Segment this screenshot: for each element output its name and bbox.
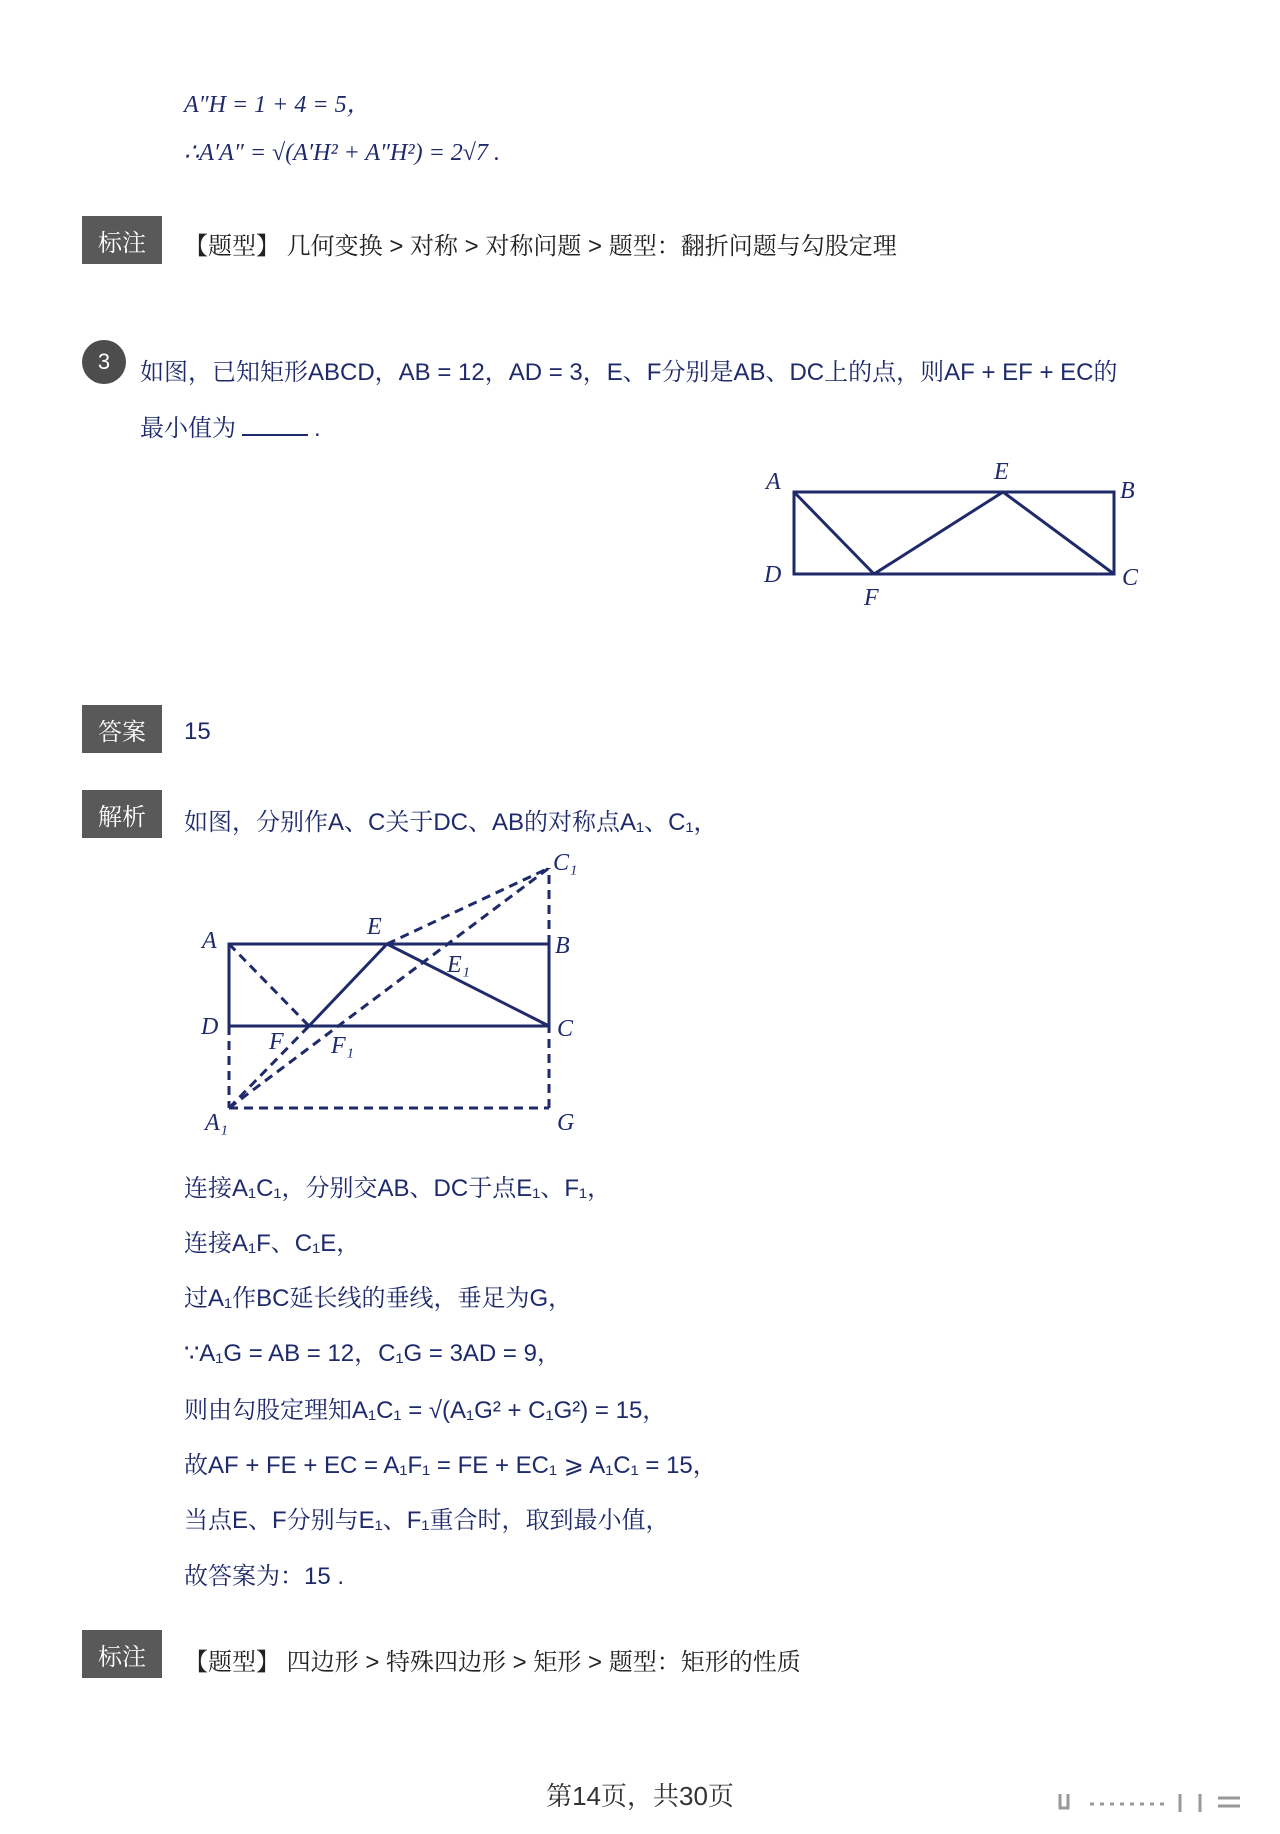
fig2-label-g: G (557, 1110, 575, 1136)
question-text-line-1: 如图，已知矩形ABCD，AB = 12，AD = 3，E、F分别是AB、DC上的点，则AF + EF + EC的 (140, 359, 1118, 386)
fig2-label-f1: F₁ (331, 1033, 355, 1059)
fig2-label-a: A (202, 928, 217, 954)
page-footer: 第14页，共30页 (546, 1781, 734, 1811)
question-text-line-2 (140, 408, 321, 443)
answer-value: 15 (184, 718, 211, 745)
fig2-label-c1: C₁ (553, 850, 578, 876)
fig2-label-f: F (269, 1029, 284, 1055)
question-text-prefix: 最小值为 (140, 415, 236, 442)
question-number-badge: 3 (82, 340, 126, 384)
fig2-label-e: E (367, 914, 382, 940)
tag-text-2: 【题型】 四边形 > 特殊四边形 > 矩形 > 题型：矩形的性质 (184, 1649, 801, 1676)
analysis-step-4: ∵A₁G = AB = 12，C₁G = 3AD = 9， (184, 1340, 561, 1367)
fig2-label-c: C (557, 1016, 574, 1042)
analysis-label: 解析 (82, 790, 162, 838)
question-text-suffix: . (314, 415, 321, 442)
fig1-label-e: E (994, 459, 1009, 485)
fig2-label-e1: E₁ (447, 952, 471, 978)
analysis-step-8: 故答案为：15 . (184, 1563, 345, 1590)
decorative-marks-icon (1050, 1792, 1250, 1816)
fig1-label-d: D (764, 562, 782, 588)
fig1-label-a: A (766, 469, 781, 495)
analysis-intro: 如图，分别作A、C关于DC、AB的对称点A₁、C₁， (184, 809, 718, 836)
analysis-step-3: 过A₁作BC延长线的垂线，垂足为G， (184, 1285, 573, 1312)
formula-line-1: A″H = 1 + 4 = 5， (184, 92, 371, 118)
analysis-step-7: 当点E、F分别与E₁、F₁重合时，取到最小值， (184, 1507, 670, 1534)
analysis-step-6: 故AF + FE + EC = A₁F₁ = FE + EC₁ ⩾ A₁C₁ = 15， (184, 1452, 717, 1479)
fig1-label-c: C (1122, 565, 1139, 591)
analysis-step-1: 连接A₁C₁，分别交AB、DC于点E₁、F₁， (184, 1175, 612, 1202)
fig2-label-d: D (201, 1014, 219, 1040)
fig2-label-a1: A₁ (205, 1110, 229, 1136)
formula-line-2: ∴A′A″ = √(A′H² + A″H²) = 2√7 . (184, 140, 500, 166)
tag-label-1: 标注 (82, 216, 162, 264)
analysis-step-2: 连接A₁F、C₁E， (184, 1230, 361, 1257)
figure-rectangle-abcd (750, 455, 1170, 625)
figure-reflection-construction (195, 840, 595, 1140)
answer-blank (242, 414, 308, 436)
fig1-label-f: F (864, 585, 879, 611)
fig1-label-b: B (1120, 478, 1135, 504)
fig2-label-b: B (555, 933, 570, 959)
tag-label-2: 标注 (82, 1630, 162, 1678)
answer-label: 答案 (82, 705, 162, 753)
tag-text-1: 【题型】 几何变换 > 对称 > 对称问题 > 题型：翻折问题与勾股定理 (184, 233, 897, 260)
analysis-step-5: 则由勾股定理知A₁C₁ = √(A₁G² + C₁G²) = 15， (184, 1397, 667, 1424)
